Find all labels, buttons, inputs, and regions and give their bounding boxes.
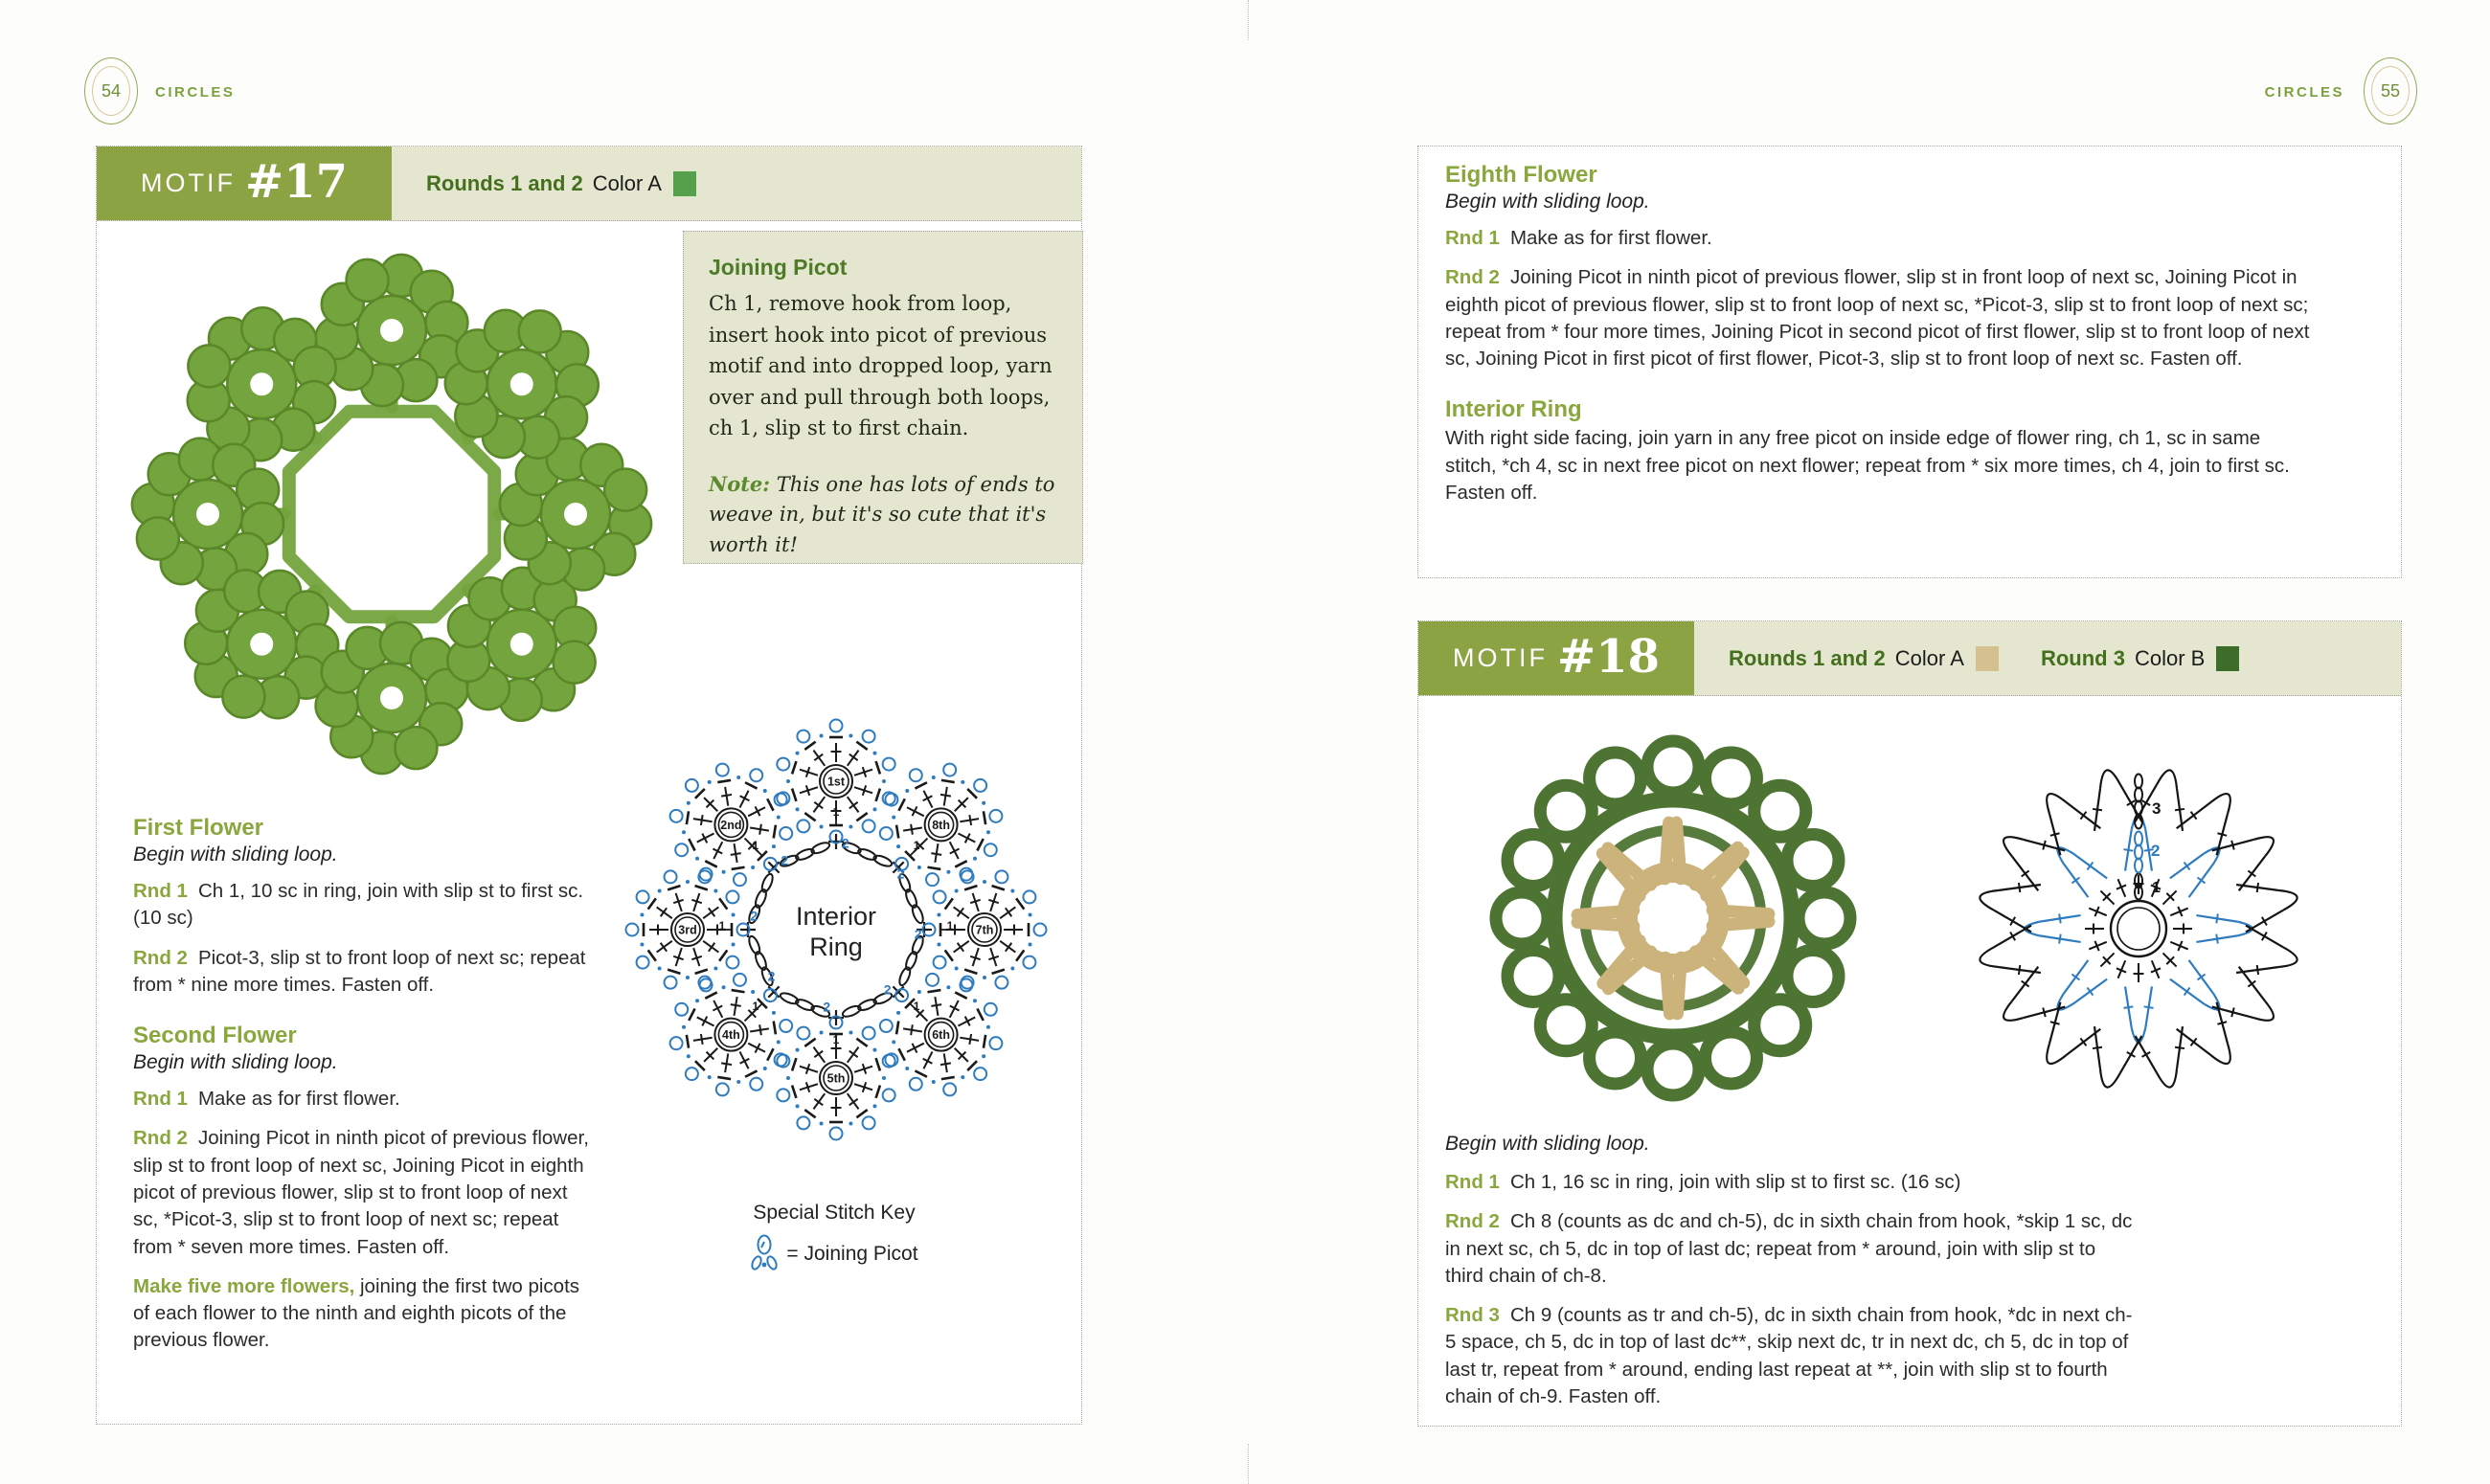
svg-text:3rd: 3rd bbox=[678, 923, 697, 937]
joining-picot-heading: Joining Picot bbox=[709, 255, 848, 280]
svg-text:2: 2 bbox=[750, 908, 758, 924]
svg-text:2: 2 bbox=[841, 835, 849, 851]
rnd-label: Rnd 3 bbox=[1445, 1304, 1500, 1327]
eighth-flower-panel bbox=[1417, 146, 2402, 578]
svg-text:2: 2 bbox=[883, 981, 892, 998]
first-flower-rnd2 bbox=[133, 945, 595, 1000]
svg-text:1: 1 bbox=[832, 1033, 840, 1046]
rnd-text: Make as for first flower. bbox=[1509, 227, 1712, 249]
eighth-flower-rnd1 bbox=[1445, 225, 2317, 252]
make-more-paragraph bbox=[133, 1273, 595, 1355]
svg-text:5th: 5th bbox=[826, 1071, 846, 1086]
svg-text:1: 1 bbox=[913, 838, 920, 852]
rnd-label: Rnd 2 bbox=[133, 1127, 188, 1150]
spine-mark-bottom bbox=[1248, 1444, 1249, 1484]
motif18-rnd1 bbox=[1445, 1169, 2139, 1196]
legend-rounds-label: Rounds 1 and 2 bbox=[426, 170, 583, 195]
first-flower-heading: First Flower bbox=[133, 815, 264, 841]
page-number-badge bbox=[2364, 57, 2417, 124]
svg-text:2: 2 bbox=[767, 968, 776, 984]
svg-text:2: 2 bbox=[781, 852, 789, 868]
color-swatch bbox=[1976, 646, 1999, 671]
motif-word: MOTIF bbox=[1453, 643, 1548, 672]
svg-text:1: 1 bbox=[832, 805, 840, 819]
stitch-key-definition: = Joining Picot bbox=[786, 1243, 918, 1265]
motif17-panel bbox=[96, 146, 1082, 1425]
motif-number: #18 bbox=[1556, 629, 1660, 684]
rnd-text: Ch 9 (counts as tr and ch-5), dc in sixth chain from hook, *dc in next ch-5 space, ch 5, dc in top of last dc**, skip next dc, tr in next dc, ch 5, dc in top of last tr, repeat from * around, ending last repeat at **, join with slip st to fourth chain of ch-9. Fasten off. bbox=[1445, 1304, 2133, 1407]
motif18-header-bar bbox=[1418, 621, 2401, 696]
legend-color-label: Color A bbox=[592, 170, 662, 195]
svg-text:1: 1 bbox=[752, 1000, 759, 1014]
rnd-label: Rnd 2 bbox=[133, 946, 188, 969]
motif18-title bbox=[1418, 621, 1694, 695]
motif18-rnd2 bbox=[1445, 1208, 2139, 1290]
rnd-text: Ch 1, 16 sc in ring, join with slip st to first sc. (16 sc) bbox=[1509, 1171, 1961, 1193]
svg-text:7th: 7th bbox=[975, 923, 994, 937]
motif17-instructions bbox=[133, 815, 595, 1367]
page-number-ring bbox=[92, 66, 130, 116]
first-flower-rnd1 bbox=[133, 878, 595, 933]
note-label: Note: bbox=[709, 471, 771, 496]
svg-text:1: 1 bbox=[2152, 880, 2161, 896]
motif17-photo bbox=[104, 229, 679, 803]
color-swatch bbox=[673, 171, 696, 196]
page-number: 54 bbox=[101, 80, 122, 101]
legend-color-label: Color B bbox=[2134, 645, 2206, 670]
rnd-label: Rnd 1 bbox=[133, 1088, 188, 1111]
joining-picot-box bbox=[683, 231, 1083, 564]
svg-text:2: 2 bbox=[823, 999, 831, 1015]
rnd-text: Joining Picot in ninth picot of previous flower, slip st to front loop of next sc, Joining Picot in eighth picot of previous flower, slip st to front loop of next sc, *Picot-3, slip st to front loop of next sc; repeat from * seven more times. Fasten off. bbox=[133, 1127, 589, 1258]
motif17-title bbox=[97, 146, 392, 220]
color-swatch bbox=[2216, 646, 2239, 671]
motif18-instructions bbox=[1445, 1133, 2139, 1423]
rnd-label: Rnd 2 bbox=[1445, 266, 1500, 289]
interior-ring-heading: Interior Ring bbox=[1445, 396, 1582, 423]
svg-text:4th: 4th bbox=[722, 1028, 740, 1043]
svg-text:1: 1 bbox=[913, 1000, 920, 1014]
rnd-text: Make as for first flower. bbox=[197, 1088, 400, 1111]
motif18-diagram bbox=[1947, 704, 2397, 1149]
legend-rounds-label: Round 3 bbox=[2040, 645, 2125, 670]
motif-word: MOTIF bbox=[141, 169, 236, 197]
svg-text:2: 2 bbox=[2151, 842, 2161, 860]
rnd-label: Rnd 1 bbox=[133, 880, 188, 902]
rnd-label: Rnd 1 bbox=[1445, 1171, 1500, 1193]
motif18-rnd3 bbox=[1445, 1302, 2139, 1410]
motif18-photo bbox=[1432, 709, 1915, 1135]
motif-number: #17 bbox=[244, 154, 348, 209]
rnd-label: Rnd 2 bbox=[1445, 1210, 1500, 1233]
svg-text:1st: 1st bbox=[826, 775, 846, 789]
rnd-text: Ch 1, 10 sc in ring, join with slip st to first sc. (10 sc) bbox=[133, 880, 584, 930]
svg-text:2nd: 2nd bbox=[720, 818, 742, 832]
joining-picot-note bbox=[709, 469, 1057, 561]
second-flower-rnd1 bbox=[133, 1086, 595, 1113]
svg-text:1: 1 bbox=[718, 919, 726, 933]
svg-text:2: 2 bbox=[896, 866, 905, 882]
page-number: 55 bbox=[2380, 80, 2401, 101]
second-flower-heading: Second Flower bbox=[133, 1023, 297, 1049]
motif17-header-bar bbox=[97, 146, 1081, 221]
rnd-text: Ch 8 (counts as dc and ch-5), dc in sixth chain from hook, *skip 1 sc, dc in next sc, ch 5, dc in top of last dc; repeat from * around, join with slip st to third chain of ch-8. bbox=[1445, 1210, 2133, 1287]
svg-text:3: 3 bbox=[2152, 799, 2162, 818]
joining-picot-body: Ch 1, remove hook from loop, insert hook into picot of previous motif and into dropped loop, yarn over and pull through both loops, ch 1, slip st to first chain. bbox=[709, 292, 1053, 440]
svg-text:1: 1 bbox=[946, 919, 954, 933]
joining-picot-icon bbox=[750, 1234, 779, 1274]
page-number-badge bbox=[84, 57, 138, 124]
special-stitch-key bbox=[671, 1202, 997, 1274]
rnd-text: Joining Picot in ninth picot of previous flower, slip st in front loop of next sc, Joining Picot in eighth picot of previous flower, slip st to front loop of next sc, *Picot-3, slip st to front loop of next sc; repeat from * four more times, Joining Picot in second picot of first flower, slip st to front loop of next sc, Joining Picot in first picot of first flower, Picot-3, slip st to front loop of next sc. Fasten off. bbox=[1445, 266, 2310, 371]
note-text: This one has lots of ends to weave in, but it's so cute that it's worth it! bbox=[709, 472, 1055, 556]
section-label-right: CIRCLES bbox=[2264, 84, 2344, 101]
eighth-flower-lead: Begin with sliding loop. bbox=[1445, 191, 1650, 213]
svg-text:Interior: Interior bbox=[795, 902, 877, 931]
stitch-key-title: Special Stitch Key bbox=[753, 1202, 916, 1224]
second-flower-rnd2 bbox=[133, 1125, 595, 1260]
svg-text:6th: 6th bbox=[932, 1028, 950, 1043]
motif18-lead: Begin with sliding loop. bbox=[1445, 1133, 1650, 1155]
eighth-flower-heading: Eighth Flower bbox=[1445, 162, 1597, 188]
interior-ring-body: With right side facing, join yarn in any free picot on inside edge of flower ring, ch 1, sc in same stitch, *ch 4, sc in next free picot on next flower; repeat from * six more times, ch 4, join to first sc. Fasten off. bbox=[1445, 427, 2290, 504]
make-more-lead: Make five more flowers, bbox=[133, 1274, 355, 1297]
motif18-legend bbox=[1694, 621, 2239, 695]
motif18-panel bbox=[1417, 620, 2402, 1427]
first-flower-lead: Begin with sliding loop. bbox=[133, 843, 338, 866]
spine-mark-top bbox=[1248, 0, 1249, 40]
svg-text:2: 2 bbox=[914, 926, 922, 942]
legend-color-label: Color A bbox=[1894, 645, 1964, 670]
section-label-left: CIRCLES bbox=[155, 84, 236, 101]
motif17-legend bbox=[392, 146, 696, 220]
page-number-ring bbox=[2371, 66, 2410, 116]
second-flower-lead: Begin with sliding loop. bbox=[133, 1051, 338, 1074]
legend-rounds-label: Rounds 1 and 2 bbox=[1729, 645, 1886, 670]
eighth-flower-rnd2 bbox=[1445, 264, 2317, 372]
svg-text:8th: 8th bbox=[932, 818, 950, 832]
svg-text:1: 1 bbox=[752, 838, 759, 852]
eighth-flower-content bbox=[1445, 162, 2317, 519]
rnd-label: Rnd 1 bbox=[1445, 227, 1500, 249]
rnd-text: Picot-3, slip st to front loop of next sc; repeat from * nine more times. Fasten off. bbox=[133, 946, 586, 996]
make-more-text: joining the first two picots of each flower to the ninth and eighth picots of the previous flower. bbox=[133, 1274, 580, 1352]
motif17-diagram bbox=[595, 679, 1078, 1181]
svg-text:Ring: Ring bbox=[809, 933, 863, 961]
